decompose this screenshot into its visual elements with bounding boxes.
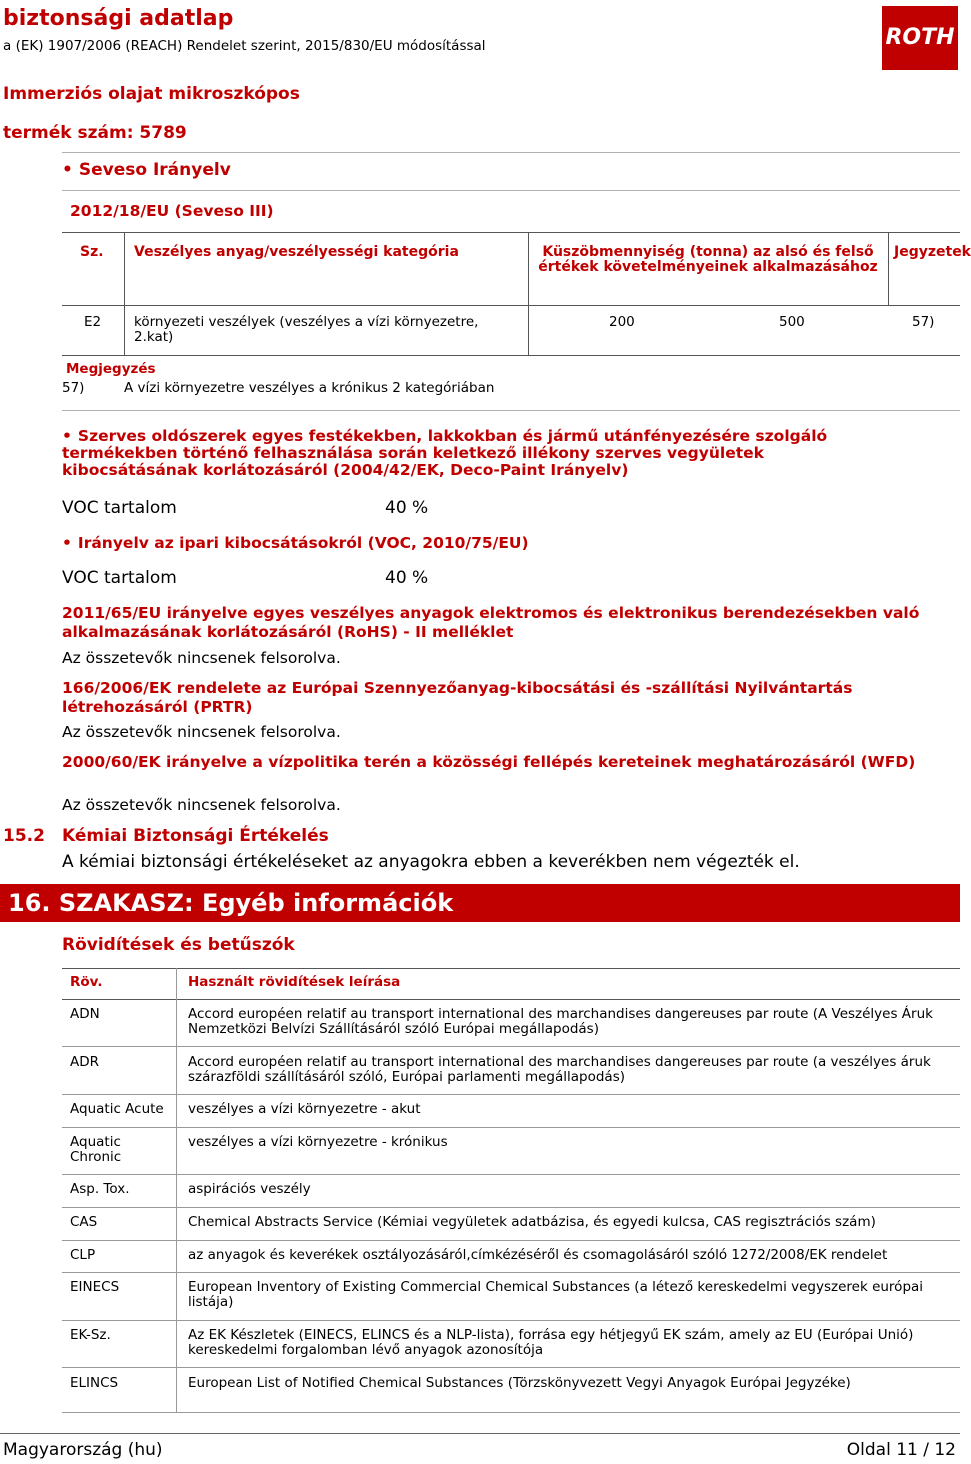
document-subtitle: a (EK) 1907/2006 (REACH) Rendelet szerint, 2015/830/EU módosítással [3,38,486,54]
product-number: termék szám: 5789 [3,123,187,143]
note-ref: 57) [62,380,85,396]
footer-page: Oldal 11 / 12 [846,1440,956,1460]
chem-safety-heading: Kémiai Biztonsági Értékelés [62,826,329,846]
abbr-cell: ADR [70,1054,100,1070]
rohs-heading: 2011/65/EU irányelve egyes veszélyes anyagok elektromos és elektronikus berendezésekben való alkalmazásának korlátozásáról (RoHS) - II melléklet [62,604,920,641]
product-name: Immerziós olajat mikroszkópos [3,84,300,104]
desc-cell: European List of Notified Chemical Substances (Törzskönyvezett Vegyi Anyagok Európai Jegyzéke) [188,1375,851,1391]
desc-cell: Az EK Készletek (EINECS, ELINCS és a NLP-lista), forrása egy hétjegyű EK szám, amely az EU (Európai Unió) kereskedelmi forgalomban lévő anyagok azonosítója [188,1327,914,1358]
col-notes: Jegyzetek [894,244,971,260]
wfd-text: Az összetevők nincsenek felsorolva. [62,796,341,814]
desc-cell: aspirációs veszély [188,1181,311,1197]
desc-cell: veszélyes a vízi környezetre - akut [188,1101,421,1117]
desc-cell: Accord européen relatif au transport international des marchandises dangereuses par route (a veszélyes áruk szárazföldi szállításáról szóló, Európai parlamenti megállapodás) [188,1054,931,1085]
roth-logo [882,6,958,70]
row-category: környezeti veszélyek (veszélyes a vízi környezetre, 2.kat) [134,314,479,345]
row-high: 500 [779,314,805,330]
abbr-cell: Asp. Tox. [70,1181,130,1197]
seveso-divider [62,190,960,191]
desc-cell: Chemical Abstracts Service (Kémiai vegyületek adatbázisa, és egyedi kulcsa, CAS regisztrációs szám) [188,1214,876,1230]
footer-country: Magyarország (hu) [3,1440,163,1460]
col-threshold: Küszöbmennyiség (tonna) az alsó és felső értékek követelményeinek alkalmazásához [538,244,878,275]
footer-divider [0,1433,960,1434]
abbrev-subheading: Rövidítések és betűszók [62,935,295,955]
row-no: E2 [84,314,102,330]
section-16-title: 16. SZAKASZ: Egyéb információk [8,889,454,917]
abbr-cell: ELINCS [70,1375,119,1391]
desc-cell: az anyagok és keverékek osztályozásáról,címkézéséről és csomagolásáról szóló 1272/2008/EK rendelet [188,1247,888,1263]
col-no: Sz. [80,244,104,260]
chem-safety-text: A kémiai biztonsági értékeléseket az anyagokra ebben a keverékben nem végezték el. [62,852,800,872]
abbr-cell: Aquatic Chronic [70,1134,122,1165]
voc-label-1: VOC tartalom [62,498,177,518]
col-abbr: Röv. [70,974,103,990]
prtr-text: Az összetevők nincsenek felsorolva. [62,723,341,741]
desc-cell: Accord européen relatif au transport international des marchandises dangereuses par route (A Veszélyes Áruk Nemzetközi Belvízi Szállításáról szóló Európai megállapodás) [188,1006,933,1037]
desc-cell: European Inventory of Existing Commercial Chemical Substances (a létező kereskedelmi vegyszerek európai listája) [188,1279,924,1310]
voc-value-1: 40 % [385,498,429,518]
chem-safety-number: 15.2 [3,826,45,846]
abbr-cell: EINECS [70,1279,120,1295]
deco-paint-heading: • Szerves oldószerek egyes festékekben, lakkokban és jármű utánfényezésére szolgáló termékekben történő felhasználása során keletkező illékony szerves vegyületek kibocsátásának korlátozásáról (2004/42/EK, Deco-Paint Irányelv) [62,428,892,479]
header-divider [62,152,960,153]
notes-heading: Megjegyzés [66,361,156,377]
wfd-heading: 2000/60/EK irányelve a vízpolitika terén a közösségi fellépés kereteinek meghatározásáról (WFD) [62,753,916,771]
abbr-cell: CLP [70,1247,96,1263]
desc-cell: veszélyes a vízi környezetre - krónikus [188,1134,448,1150]
notes-divider [62,410,960,411]
seveso-heading: • Seveso Irányelv [62,160,231,180]
col-desc: Használt rövidítések leírása [188,974,401,990]
row-low: 200 [609,314,635,330]
document-title: biztonsági adatlap [3,6,234,31]
abbr-cell: Aquatic Acute [70,1101,164,1117]
section-16-banner [0,884,960,922]
abbr-cell: EK-Sz. [70,1327,111,1343]
ied-heading: • Irányelv az ipari kibocsátásokról (VOC, 2010/75/EU) [62,534,529,552]
col-category: Veszélyes anyag/veszélyességi kategória [134,244,459,260]
voc-label-2: VOC tartalom [62,568,177,588]
row-note: 57) [912,314,935,330]
prtr-heading: 166/2006/EK rendelete az Európai Szennyezőanyag-kibocsátási és -szállítási Nyilvántartás létrehozásáról (PRTR) [62,679,853,716]
rohs-text: Az összetevők nincsenek felsorolva. [62,649,341,667]
abbr-cell: ADN [70,1006,100,1022]
seveso-subheading: 2012/18/EU (Seveso III) [70,202,274,220]
note-text: A vízi környezetre veszélyes a krónikus 2 kategóriában [124,380,495,396]
voc-value-2: 40 % [385,568,429,588]
abbr-cell: CAS [70,1214,98,1230]
logo-text: ROTH [885,25,955,50]
